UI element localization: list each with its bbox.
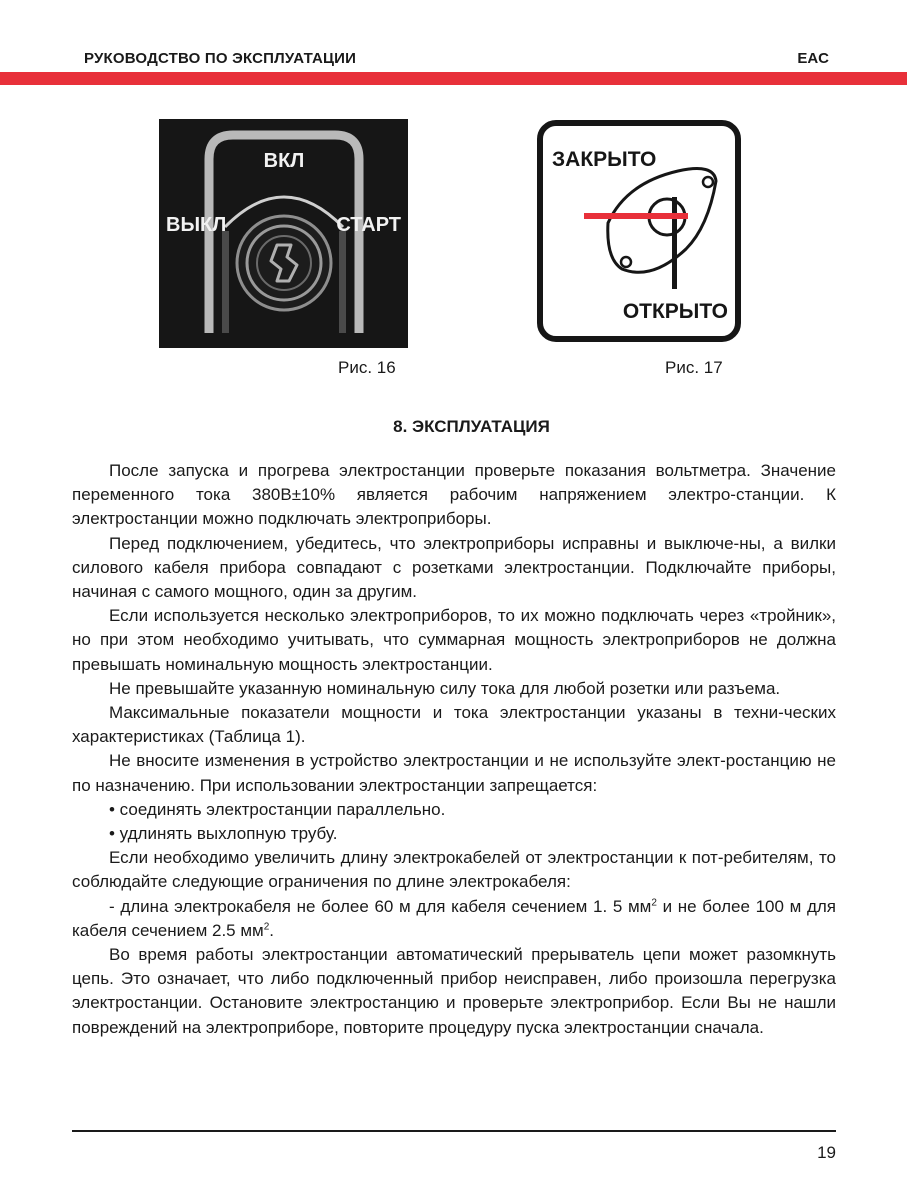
section-title: 8. ЭКСПЛУАТАЦИЯ <box>393 417 550 436</box>
header-title: РУКОВОДСТВО ПО ЭКСПЛУАТАЦИИ <box>84 50 357 67</box>
choke-lever-red <box>584 213 688 219</box>
footer-line <box>72 1130 836 1132</box>
label-on: ВКЛ <box>263 150 305 172</box>
label-start: СТАРТ <box>336 214 401 236</box>
page-number: 19 <box>817 1143 836 1162</box>
paragraph: Во время работы электростанции автоматический прерыватель цепи может разомкнуть цепь. Это означает, что либо подключенный прибор неисправен, либо произошла перегрузка электростанции. Остановите электростанцию и проверьте электроприбор. Если Вы не нашли повреждений на электроприборе, повторите процедуру пуска электростанции сначала. <box>72 945 836 1037</box>
cable-rule-paragraph <box>72 895 836 943</box>
paragraph: Максимальные показатели мощности и тока электростанции указаны в техни-ческих характеристиках (Таблица 1). <box>72 703 836 747</box>
ignition-switch-figure <box>159 119 408 348</box>
eac-mark: EAC <box>797 50 829 67</box>
key-slot-icon <box>237 216 331 310</box>
choke-lever-figure <box>536 119 742 343</box>
list-item: • соединять электростанции параллельно. <box>109 799 446 819</box>
figure-16-caption: Рис. 16 <box>338 358 396 377</box>
cable-rule-part3: . <box>269 920 275 940</box>
paragraph: Перед подключением, убедитесь, что электроприборы исправны и выключе-ны, а вилки силового кабеля прибора совпадают с розетками электростанции. Подключайте приборы, начиная с самого мощного, один за другим. <box>72 533 836 602</box>
paragraph: После запуска и прогрева электростанции проверьте показания вольтметра. Значение переменного тока 380В±10% является рабочим напряжением электро-станции. К электростанции можно подключать электроприборы. <box>72 461 836 529</box>
cable-rule-part1: - длина электрокабеля не более 60 м для кабеля сечением 1. 5 мм <box>109 896 652 916</box>
label-closed: ЗАКРЫТО <box>552 148 657 171</box>
label-off: ВЫКЛ <box>166 214 227 236</box>
paragraph: Не превышайте указанную номинальную силу тока для любой розетки или разъема. <box>109 678 781 698</box>
list-item: • удлинять выхлопную трубу. <box>109 824 338 844</box>
figure-17-caption: Рис. 17 <box>665 358 723 377</box>
body-text <box>72 459 836 1040</box>
paragraph: Если используется несколько электроприборов, то их можно подключать через «тройник», но при этом необходимо учитывать, что суммарная мощность электроприборов не должна превышать номинальную мощность электростанции. <box>72 606 836 674</box>
cable-rule-sup1: 2 <box>651 897 657 908</box>
label-open: ОТКРЫТО <box>622 300 728 323</box>
cable-rule-part2: и не более 100 м для кабеля сечением 2.5 мм <box>72 896 836 940</box>
paragraph: Не вносите изменения в устройство электростанции и не используйте элект-ростанцию не по назначению. При использовании электростанции запрещается: <box>72 751 836 795</box>
paragraph: Если необходимо увеличить длину электрокабелей от электростанции к пот-ребителям, то соблюдайте следующие ограничения по длине электрокабеля: <box>72 848 836 892</box>
header-bar <box>0 72 907 85</box>
cable-rule-sup2: 2 <box>263 921 270 933</box>
